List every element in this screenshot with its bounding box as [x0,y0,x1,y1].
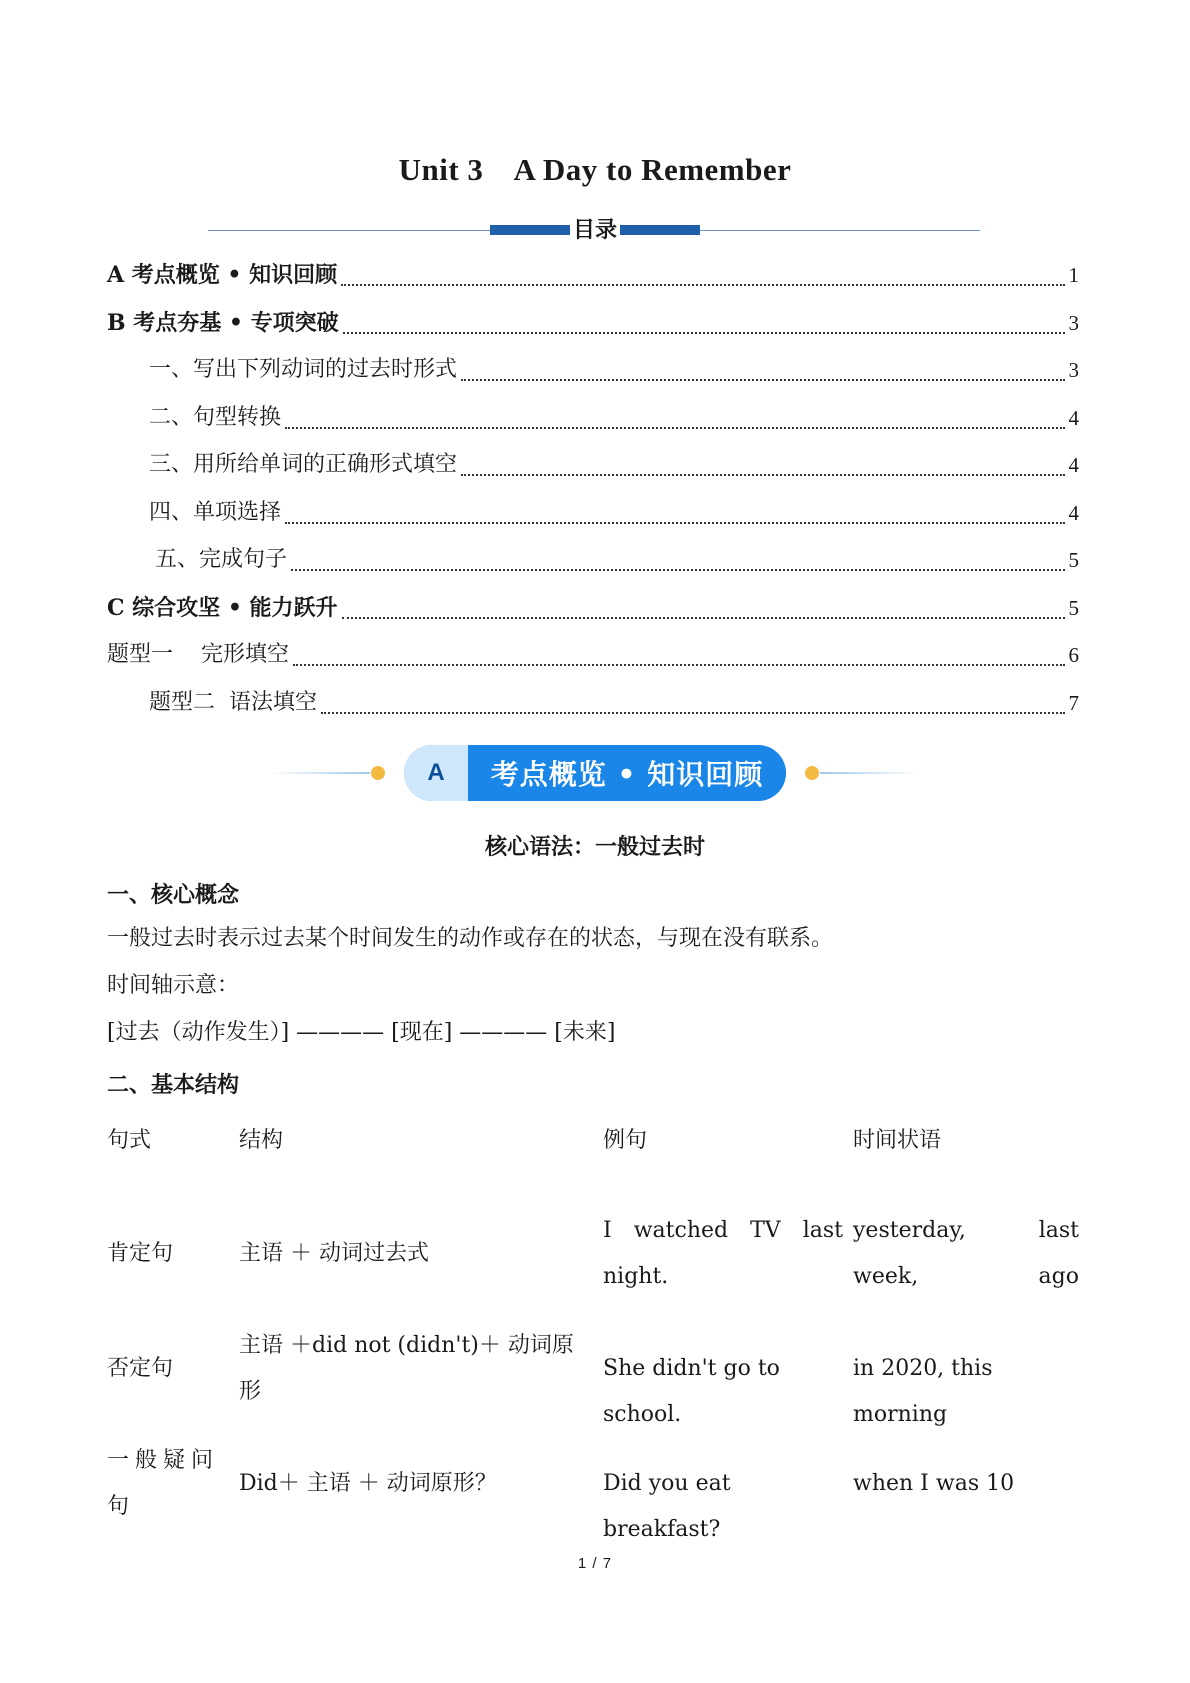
header-cell: 结构 [239,1128,284,1153]
toc-entry-label: 二、句型转换 [149,404,282,430]
banner-line-right [820,772,920,774]
section-heading-structure: 二、基本结构 [107,1072,240,1098]
toc-entry[interactable] [107,688,1079,736]
toc-entry[interactable] [107,498,1079,546]
example-cell: Did you eat breakfast? [603,1471,731,1542]
structure-cell: Did＋ 主语 ＋ 动词原形？ [239,1471,497,1496]
example-cell: I watched TV last night. [603,1218,843,1289]
banner-text: 考点概览 • 知识回顾 [468,745,786,801]
header-cell: 句式 [107,1128,152,1153]
example-cell: She didn't go to school. [603,1356,780,1427]
definition-text: 一般过去时表示过去某个时间发生的动作或存在的状态，与现在没有联系。 [107,926,834,951]
toc-leader-dots [293,640,1065,666]
timeline-diagram: [过去（动作发生）] ———— [现在] ———— [未来] [107,1020,616,1045]
structure-cell: 主语 ＋did not (didn't)＋ 动词原形 [239,1333,574,1404]
toc-entry[interactable] [107,593,1079,641]
toc-heading [208,218,980,244]
toc-heading-text: 目录 [570,218,620,242]
toc-leader-dots [461,355,1064,381]
banner-line-left [270,772,370,774]
toc-entry-page: 4 [1068,453,1079,477]
sentence-type-cell: 一般疑问句 [107,1448,220,1519]
toc-leader-dots [291,545,1064,571]
toc-entry[interactable] [107,545,1079,593]
toc-entry[interactable] [107,403,1079,451]
section-banner [270,745,920,801]
toc-entry-page: 5 [1068,595,1079,620]
toc-entry-page: 1 [1068,263,1079,287]
toc-leader-dots [285,403,1064,429]
toc-entry[interactable] [107,640,1079,688]
toc-leader-dots [343,308,1065,334]
toc-entry-label: 三、用所给单词的正确形式填空 [149,452,458,477]
toc-entry-page: 6 [1068,643,1079,667]
toc-entry-label: A 考点概览 • 知识回顾 [107,262,338,288]
toc-leader-dots [461,450,1064,476]
banner-dot-left [371,766,385,780]
toc-entry[interactable] [107,260,1079,308]
banner-dot-right [805,766,819,780]
toc-entry-label: 题型二 语法填空 [149,689,317,715]
toc-leader-dots [342,593,1065,619]
toc-entry-page: 5 [1068,548,1079,572]
page-title [0,152,1190,188]
toc-heading-bar-left [490,225,570,235]
toc-leader-dots [341,260,1064,286]
adverbial-cell: yesterday, last week, ago [853,1218,1079,1289]
toc-entry-label: 四、单项选择 [149,499,282,525]
table-of-contents [107,260,1079,735]
sentence-type-cell: 否定句 [107,1356,174,1381]
toc-entry-label: C 综合攻坚 • 能力跃升 [107,594,338,621]
toc-entry[interactable] [107,308,1079,356]
grammar-subtitle: 核心语法：一般过去时 [484,834,705,860]
adverbial-cell: when I was 10 [853,1471,1015,1496]
toc-entry-label: 一、写出下列动词的过去时形式 [149,357,458,382]
banner-pill [404,745,786,801]
toc-entry-page: 4 [1068,405,1079,430]
header-cell: 时间状语 [853,1128,942,1153]
page-number: 1 / 7 [577,1555,613,1572]
toc-entry-page: 3 [1068,358,1079,382]
banner-letter: A [404,745,468,801]
toc-entry-page: 7 [1068,690,1079,715]
toc-entry[interactable] [107,450,1079,498]
toc-entry[interactable] [107,355,1079,403]
toc-leader-dots [321,688,1065,714]
sentence-type-cell: 肯定句 [107,1241,174,1266]
toc-entry-label: B 考点夯基 • 专项突破 [107,309,339,336]
structure-cell: 主语 ＋ 动词过去式 [239,1241,429,1266]
toc-entry-label: 五、完成句子 [155,547,288,572]
title-unit: Unit 3 [398,152,484,187]
toc-entry-page: 3 [1068,310,1079,335]
section-heading-concept: 一、核心概念 [107,882,240,908]
toc-leader-dots [285,498,1064,524]
toc-entry-label: 题型一 完形填空 [107,642,289,667]
adverbial-cell: in 2020, this morning [853,1356,993,1427]
timeline-label: 时间轴示意： [107,973,240,998]
toc-entry-page: 4 [1068,500,1079,525]
toc-heading-bar-right [620,225,700,235]
title-name: A Day to Remember [513,152,792,187]
header-cell: 例句 [603,1128,648,1153]
